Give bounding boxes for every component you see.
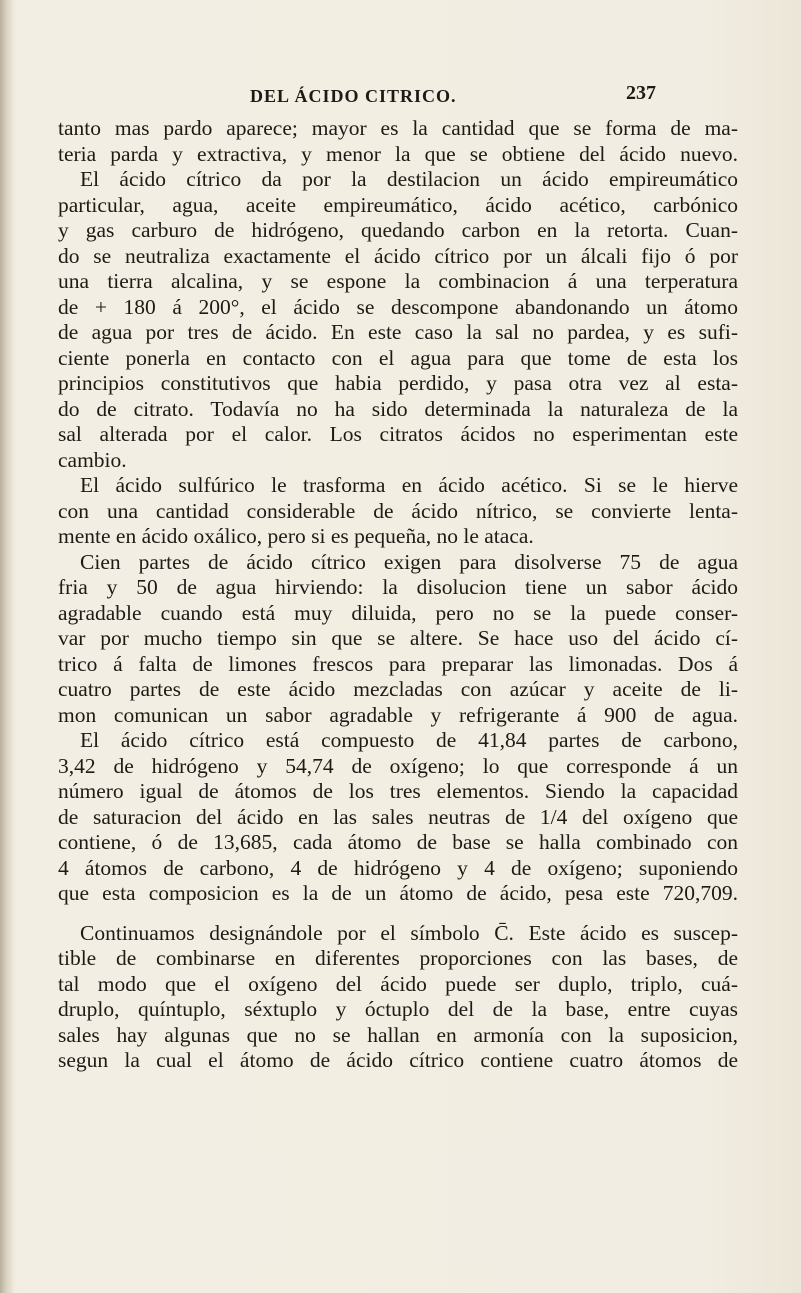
text-line: de + 180 á 200°, el ácido se descompone abandonando un átomo [58,294,738,319]
text-line: trico á falta de limones frescos para preparar las limonadas. Dos á [58,651,738,676]
paragraph-gap [58,907,738,921]
text-line: que esta composicion es la de un átomo de ácido, pesa este 720,709. [58,881,738,905]
text-line: tible de combinarse en diferentes proporciones con las bases, de [58,946,738,970]
text-line: fria y 50 de agua hirviendo: la disolucion tiene un sabor ácido [58,575,738,599]
text-line: do de citrato. Todavía no ha sido determinada la naturaleza de la [58,396,738,421]
text-line: principios constitutivos que habia perdido, y pasa otra vez al esta- [58,371,738,395]
text-line: sales hay algunas que no se hallan en armonía con la suposicion, [58,1022,738,1047]
text-line: El ácido sulfúrico le trasforma en ácido acético. Si se le hierve [80,473,738,497]
text-line: con una cantidad considerable de ácido nítrico, se convierte lenta- [58,498,738,523]
text-line: tal modo que el oxígeno del ácido puede ser duplo, triplo, cuá- [58,971,738,996]
text-line: cuatro partes de este ácido mezcladas con azúcar y aceite de li- [58,677,738,701]
text-line: particular, agua, aceite empireumático, ácido acético, carbónico [58,192,738,217]
text-line: mon comunican un sabor agradable y refrigerante á 900 de agua. [58,702,738,727]
text-line: contiene, ó de 13,685, cada átomo de base se halla combinado con [58,830,738,854]
text-line: El ácido cítrico está compuesto de 41,84 partes de carbono, [80,728,738,752]
text-line: El ácido cítrico da por la destilacion un ácido empireumático [80,167,738,191]
page-number: 237 [626,82,656,104]
body-text [58,116,738,1074]
text-line: 4 átomos de carbono, 4 de hidrógeno y 4 de oxígeno; suponiendo [58,855,738,880]
text-line: cambio. [58,447,127,472]
page-gutter-shadow [0,0,14,1293]
text-line: segun la cual el átomo de ácido cítrico contiene cuatro átomos de [58,1048,738,1072]
text-line: una tierra alcalina, y se espone la combinacion á una terperatura [58,269,738,293]
text-line: mente en ácido oxálico, pero si es pequeña, no le ataca. [58,524,534,548]
text-line: y gas carburo de hidrógeno, quedando carbon en la retorta. Cuan- [58,218,738,242]
text-line: druplo, quíntuplo, séxtuplo y óctuplo del de la base, entre cuyas [58,997,738,1021]
page-header [250,82,656,112]
text-line: agradable cuando está muy diluida, pero no se la puede conser- [58,600,738,625]
text-line: var por mucho tiempo sin que se altere. Se hace uso del ácido cí- [58,626,738,650]
text-line: de agua por tres de ácido. En este caso la sal no pardea, y es sufi- [58,320,738,344]
text-line: Continuamos designándole por el símbolo C̄. Este ácido es suscep- [80,920,738,945]
text-line: tanto mas pardo aparece; mayor es la cantidad que se forma de ma- [58,116,738,140]
text-line: Cien partes de ácido cítrico exigen para disolverse 75 de agua [80,549,738,574]
text-line: do se neutraliza exactamente el ácido cítrico por un álcali fijo ó por [58,243,738,268]
text-line: 3,42 de hidrógeno y 54,74 de oxígeno; lo que corresponde á un [58,753,738,778]
text-line: ciente ponerla en contacto con el agua para que tome de esta los [58,345,738,370]
text-line: número igual de átomos de los tres elementos. Siendo la capacidad [58,779,738,803]
text-line: de saturacion del ácido en las sales neutras de 1/4 del oxígeno que [58,804,738,829]
text-line: sal alterada por el calor. Los citratos ácidos no esperimentan este [58,422,738,446]
running-title: DEL ÁCIDO CITRICO. [250,86,457,106]
text-line: teria parda y extractiva, y menor la que se obtiene del ácido nuevo. [58,141,738,166]
